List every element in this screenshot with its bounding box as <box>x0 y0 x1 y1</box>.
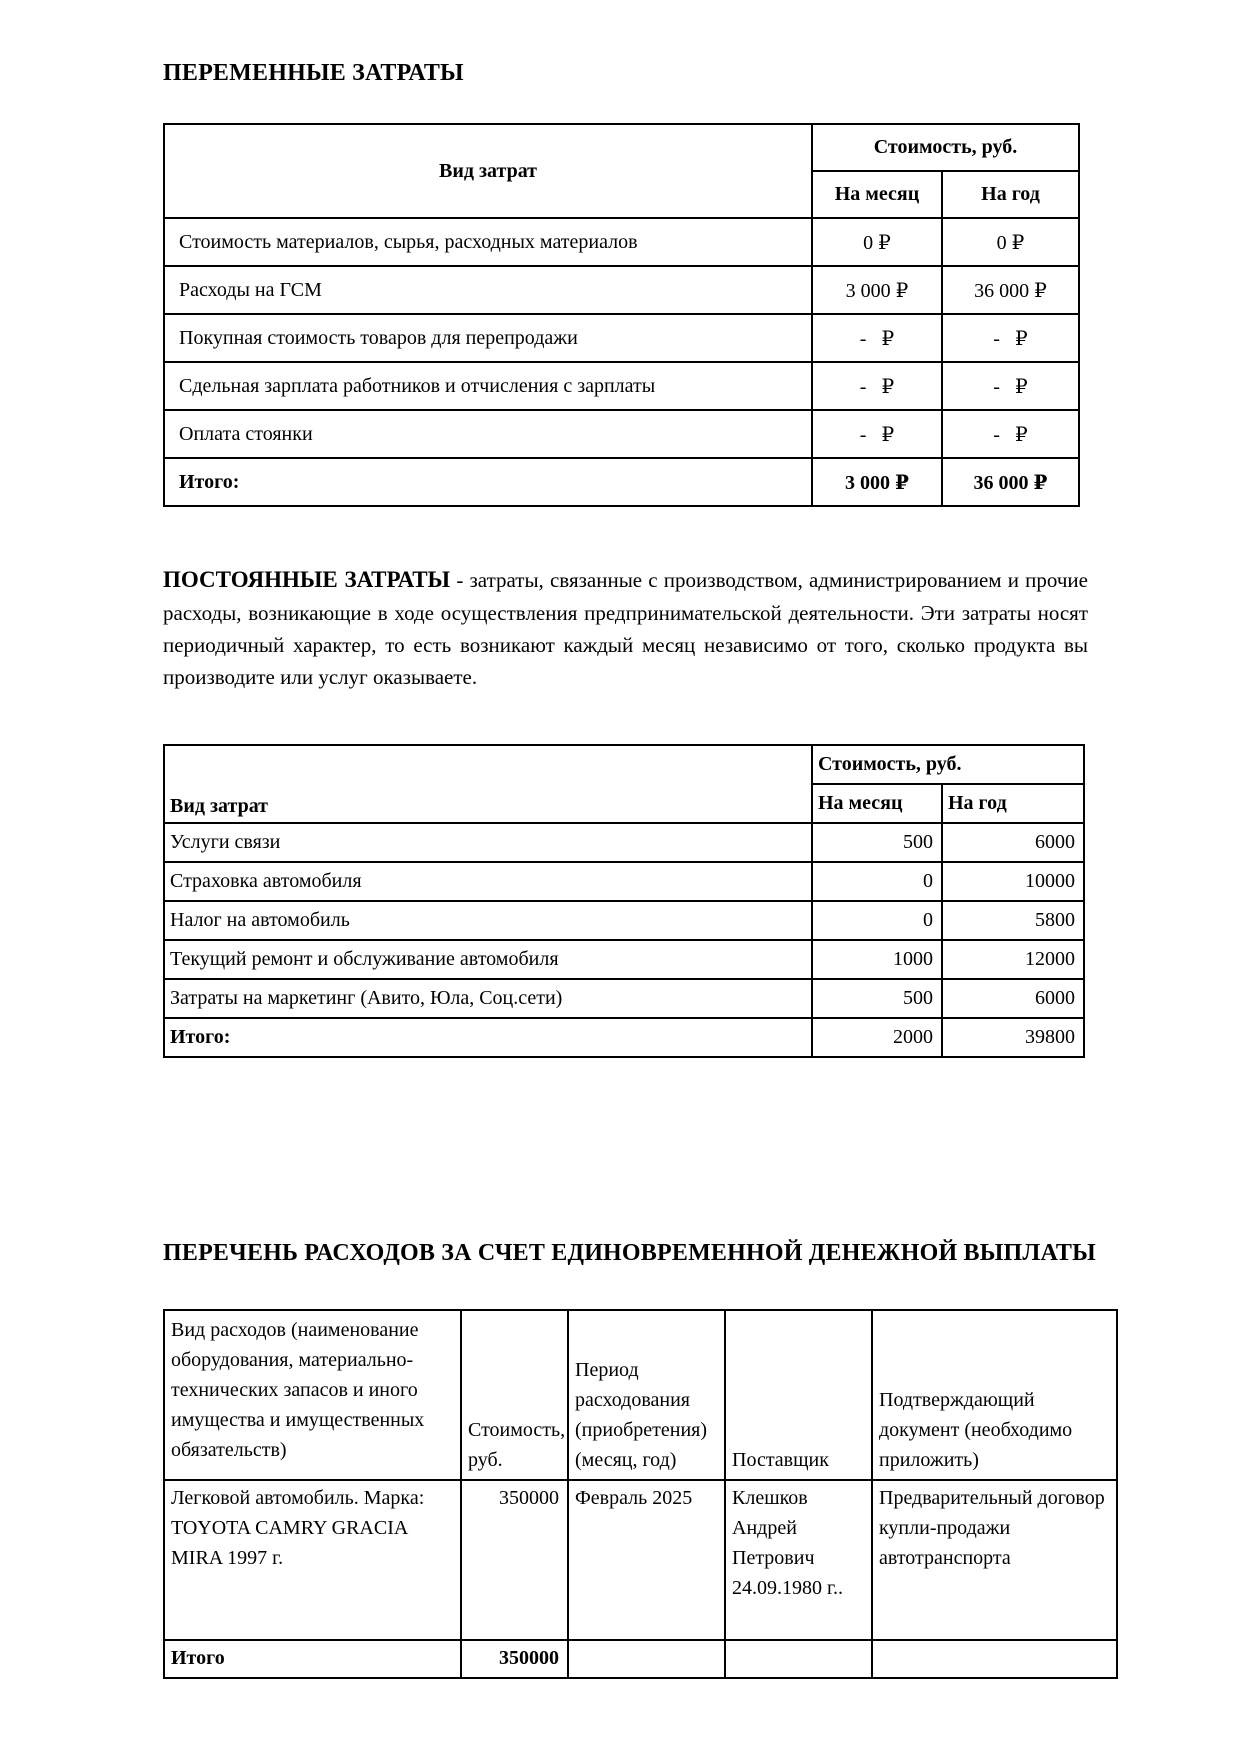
table-row <box>164 940 1084 979</box>
variable-costs-table <box>163 123 1080 507</box>
fixed-costs-header-month: На месяц <box>812 784 942 823</box>
fixed-costs-header-year: На год <box>942 784 1084 823</box>
year-value-cell: 0 ₽ <box>942 218 1079 266</box>
year-value-cell: 5800 <box>942 901 1084 940</box>
month-value-cell: - ₽ <box>812 362 942 410</box>
fixed-costs-description: - затраты, связанные с производством, администрированием и прочие расходы, возникающие в ходе осуществления предпринимательской деятельности. Эти затраты носят периодичный характер, то есть возникают каждый месяц независимо от того, сколько продукта вы производите или услуг оказываете. <box>163 568 1088 689</box>
cost-type-cell: Страховка автомобиля <box>164 862 812 901</box>
month-value-cell: 500 <box>812 823 942 862</box>
month-value-cell: 0 <box>812 862 942 901</box>
year-value-cell: 36 000 ₽ <box>942 266 1079 314</box>
month-value-cell: 500 <box>812 979 942 1018</box>
empty-cell <box>725 1640 872 1678</box>
fixed-costs-paragraph <box>163 563 1088 694</box>
section-title-variable-costs: ПЕРЕМЕННЫЕ ЗАТРАТЫ <box>163 60 464 86</box>
fixed-costs-header-cost: Стоимость, руб. <box>812 745 1084 784</box>
month-value-cell: 1000 <box>812 940 942 979</box>
total-row <box>164 458 1079 506</box>
expense-document-cell: Предварительный договор купли-продажи автотранспорта <box>872 1480 1117 1640</box>
onetime-payment-table <box>163 1309 1118 1679</box>
table-row <box>164 266 1079 314</box>
cost-type-cell: Оплата стоянки <box>164 410 812 458</box>
onetime-header-cost: Стоимость, руб. <box>461 1310 568 1480</box>
total-cost-cell: 350000 <box>461 1640 568 1678</box>
total-year-cell: 36 000 ₽ <box>942 458 1079 506</box>
fixed-costs-heading: ПОСТОЯННЫЕ ЗАТРАТЫ <box>163 567 451 592</box>
expense-type-cell: Легковой автомобиль. Марка: TOYOTA CAMRY GRACIA MIRA 1997 г. <box>164 1480 461 1640</box>
cost-type-cell: Стоимость материалов, сырья, расходных материалов <box>164 218 812 266</box>
onetime-header-period: Период расходования (приобретения) (месяц, год) <box>568 1310 725 1480</box>
table-row <box>164 362 1079 410</box>
cost-type-cell: Текущий ремонт и обслуживание автомобиля <box>164 940 812 979</box>
table-row <box>164 410 1079 458</box>
table-row <box>164 1480 1117 1640</box>
month-value-cell: - ₽ <box>812 314 942 362</box>
cost-type-cell: Налог на автомобиль <box>164 901 812 940</box>
empty-cell <box>568 1640 725 1678</box>
total-label-cell: Итого <box>164 1640 461 1678</box>
table-row <box>164 218 1079 266</box>
year-value-cell: 6000 <box>942 823 1084 862</box>
cost-type-cell: Затраты на маркетинг (Авито, Юла, Соц.сети) <box>164 979 812 1018</box>
fixed-costs-header-type: Вид затрат <box>164 745 812 823</box>
table-row <box>164 823 1084 862</box>
cost-type-cell: Расходы на ГСМ <box>164 266 812 314</box>
onetime-header-type: Вид расходов (наименование оборудования, материально-технических запасов и иного имущества и имущественных обязательств) <box>164 1310 461 1480</box>
cost-type-cell: Покупная стоимость товаров для перепродажи <box>164 314 812 362</box>
variable-costs-header-type: Вид затрат <box>164 124 812 218</box>
year-value-cell: 6000 <box>942 979 1084 1018</box>
cost-type-cell: Услуги связи <box>164 823 812 862</box>
month-value-cell: 3 000 ₽ <box>812 266 942 314</box>
expense-period-cell: Февраль 2025 <box>568 1480 725 1640</box>
table-row <box>164 862 1084 901</box>
total-row <box>164 1018 1084 1057</box>
onetime-header-document: Подтверждающий документ (необходимо приложить) <box>872 1310 1117 1480</box>
fixed-costs-table <box>163 744 1085 1058</box>
expense-cost-cell: 350000 <box>461 1480 568 1640</box>
year-value-cell: 12000 <box>942 940 1084 979</box>
year-value-cell: - ₽ <box>942 314 1079 362</box>
variable-costs-header-month: На месяц <box>812 171 942 218</box>
year-value-cell: 10000 <box>942 862 1084 901</box>
variable-costs-header-cost: Стоимость, руб. <box>812 124 1079 171</box>
total-label-cell: Итого: <box>164 1018 812 1057</box>
month-value-cell: 0 ₽ <box>812 218 942 266</box>
empty-cell <box>872 1640 1117 1678</box>
total-year-cell: 39800 <box>942 1018 1084 1057</box>
expense-supplier-cell: Клешков Андрей Петрович 24.09.1980 г.. <box>725 1480 872 1640</box>
total-row <box>164 1640 1117 1678</box>
table-row <box>164 901 1084 940</box>
onetime-header-supplier: Поставщик <box>725 1310 872 1480</box>
month-value-cell: 0 <box>812 901 942 940</box>
total-month-cell: 2000 <box>812 1018 942 1057</box>
year-value-cell: - ₽ <box>942 362 1079 410</box>
year-value-cell: - ₽ <box>942 410 1079 458</box>
total-label-cell: Итого: <box>164 458 812 506</box>
section-title-onetime-expenses: ПЕРЕЧЕНЬ РАСХОДОВ ЗА СЧЕТ ЕДИНОВРЕМЕННОЙ ДЕНЕЖНОЙ ВЫПЛАТЫ <box>163 1239 1096 1266</box>
month-value-cell: - ₽ <box>812 410 942 458</box>
cost-type-cell: Сдельная зарплата работников и отчисления с зарплаты <box>164 362 812 410</box>
table-row <box>164 979 1084 1018</box>
variable-costs-header-year: На год <box>942 171 1079 218</box>
table-row <box>164 314 1079 362</box>
total-month-cell: 3 000 ₽ <box>812 458 942 506</box>
